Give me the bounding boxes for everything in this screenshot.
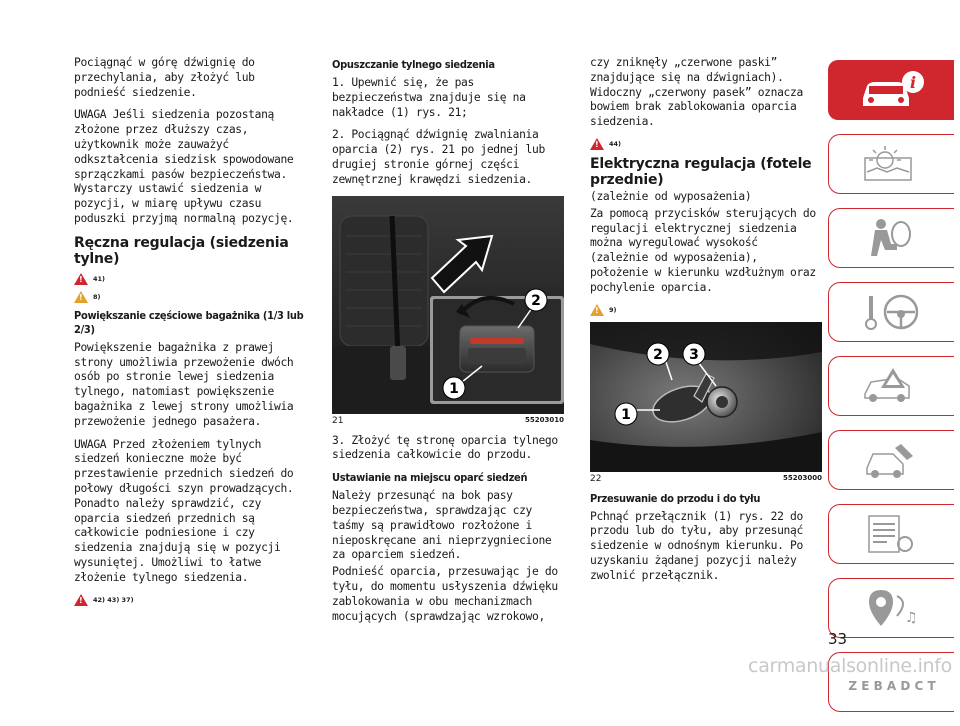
figure-number: 22 xyxy=(590,473,602,484)
index-letters: Z E B A D C T xyxy=(847,679,936,693)
figure-22 xyxy=(590,322,822,472)
callout-1: 1 xyxy=(449,380,459,397)
callout-3: 3 xyxy=(689,346,699,363)
tab-technical-data[interactable] xyxy=(828,504,954,564)
tab-maintenance[interactable] xyxy=(828,430,954,490)
caution-icon xyxy=(74,291,88,303)
paragraph: Pociągnąć w górę dźwignię do przechylania, aby złożyć lub podnieść siedzenie. xyxy=(74,56,255,99)
paragraph: czy zniknęły „czerwone paski” znajdujące się na dźwigniach). Widoczny „czerwony pasek” oznacza bowiem brak zablokowania oparcia siedzenia. xyxy=(590,56,803,129)
column-right xyxy=(590,56,822,592)
warning-ref: ! 42) 43) 37) xyxy=(74,594,306,606)
figure-number: 21 xyxy=(332,415,344,426)
subsection-heading: Powiększanie częściowe bagażnika (1/3 lub 2/3) xyxy=(74,308,304,336)
warning-icon xyxy=(590,138,604,150)
figure-code: 55203000 xyxy=(783,473,822,482)
figure-code: 55203010 xyxy=(525,415,564,424)
paragraph: Należy przesunąć na bok pasy bezpieczeństwa, sprawdzając czy taśmy są prawidłowo rozłożone i nieposkręcane ani nieprzygniecione za oparciem siedzeń. xyxy=(332,489,552,562)
figure-21 xyxy=(332,196,564,414)
column-left xyxy=(74,56,306,612)
subtitle: (zależnie od wyposażenia) xyxy=(590,189,752,203)
warning-ref: ! 41) xyxy=(74,273,306,285)
car-info-icon xyxy=(857,68,927,112)
seat-controls-photo xyxy=(590,322,822,472)
starting-driving-icon xyxy=(857,290,927,334)
column-middle xyxy=(332,56,564,632)
callout-2: 2 xyxy=(531,292,541,309)
paragraph: 2. Pociągnąć dźwignię zwalniania oparcia (2) rys. 21 po jednej lub drugiej stronie górnej części zewnętrznej krawędzi siedzenia. xyxy=(332,128,545,186)
caution-icon xyxy=(590,304,604,316)
figure-caption xyxy=(590,474,822,484)
rear-seat-photo xyxy=(332,196,564,414)
section-heading: Elektryczna regulacja (fotele przednie) xyxy=(590,155,812,188)
multimedia-icon xyxy=(857,586,927,630)
watermark: carmanualsonline.info xyxy=(748,655,952,677)
warning-ref: ! 44) xyxy=(590,138,822,150)
technical-data-icon xyxy=(857,512,927,556)
tab-starting-driving[interactable] xyxy=(828,282,954,342)
safety-airbag-icon xyxy=(857,216,927,260)
subsection-heading: Opuszczanie tylnego siedzenia xyxy=(332,58,495,71)
paragraph: UWAGA Jeśli siedzenia pozostaną złożone przez dłuższy czas, użytkownik może zauważyć odkształcenia siedzisk spowodowane sprzączkami pasów bezpieczeństwa. Wystarczy ustawić siedzenia w pozycji, w miarę upływu czasu poduszki przyjmą normalną pozycję. xyxy=(74,108,294,225)
subsection-heading: Ustawianie na miejscu oparć siedzeń xyxy=(332,471,528,485)
figure-caption xyxy=(332,416,564,426)
svg-text:♫: ♫ xyxy=(904,610,918,626)
tab-multimedia[interactable] xyxy=(828,578,954,638)
tab-safety[interactable] xyxy=(828,208,954,268)
section-heading: Ręczna regulacja (siedzenia tylne) xyxy=(74,234,289,267)
svg-text:i: i xyxy=(909,73,916,92)
subsection-heading: Przesuwanie do przodu i do tyłu xyxy=(590,491,761,505)
paragraph: Powiększenie bagażnika z prawej strony umożliwia przewożenie dwóch osób po stronie lewej siedzenia tylnego, natomiast powiększenie bagażnika z lewej strony umożliwia przewożenie jednego pasażera. xyxy=(74,340,294,428)
note-ref: ! 8) xyxy=(74,291,306,303)
chapter-tabs xyxy=(828,60,960,726)
paragraph: 1. Upewnić się, że pas bezpieczeństwa znajduje się na nakładce (1) rys. 21; xyxy=(332,76,526,119)
warning-icon xyxy=(74,594,88,606)
maintenance-icon xyxy=(857,438,927,482)
page-number: 33 xyxy=(828,630,848,648)
warning-icon xyxy=(74,273,88,285)
tab-emergency[interactable] xyxy=(828,356,954,416)
dashboard-lights-icon xyxy=(857,142,927,186)
tab-dashboard-lights[interactable] xyxy=(828,134,954,194)
paragraph: UWAGA Przed złożeniem tylnych siedzeń konieczne może być przestawienie przednich siedzeń do połowy długości szyn prowadzących. Ponadto należy sprawdzić, czy oparcia siedzeń przednich są całkowicie podniesione i czy siedzenia znajdują się w pozycji wysuniętej. Umożliwi to łatwe złożenie tylnego siedzenia. xyxy=(74,437,294,584)
paragraph: Podnieść oparcia, przesuwając je do tyłu, do momentu usłyszenia dźwięku zablokowania w obu mechanizmach mocujących (sprawdzając wzrokowo, xyxy=(332,565,558,623)
emergency-icon xyxy=(857,364,927,408)
tab-car-info[interactable] xyxy=(828,60,954,120)
callout-1: 1 xyxy=(621,406,631,423)
paragraph: Za pomocą przycisków sterujących do regulacji elektrycznej siedzenia można wyregulować wysokość (zależnie od wyposażenia), położenie w kierunku wzdłużnym oraz pochylenie oparcia. xyxy=(590,206,816,294)
paragraph: Pchnąć przełącznik (1) rys. 22 do przodu lub do tyłu, aby przesunąć siedzenie w odnośnym kierunku. Po uzyskaniu żądanej pozycji należy zwolnić przełącznik. xyxy=(590,509,803,582)
paragraph: 3. Złożyć tę stronę oparcia tylnego siedzenia całkowicie do przodu. xyxy=(332,433,558,462)
callout-2: 2 xyxy=(653,346,663,363)
note-ref: ! 9) xyxy=(590,304,822,316)
